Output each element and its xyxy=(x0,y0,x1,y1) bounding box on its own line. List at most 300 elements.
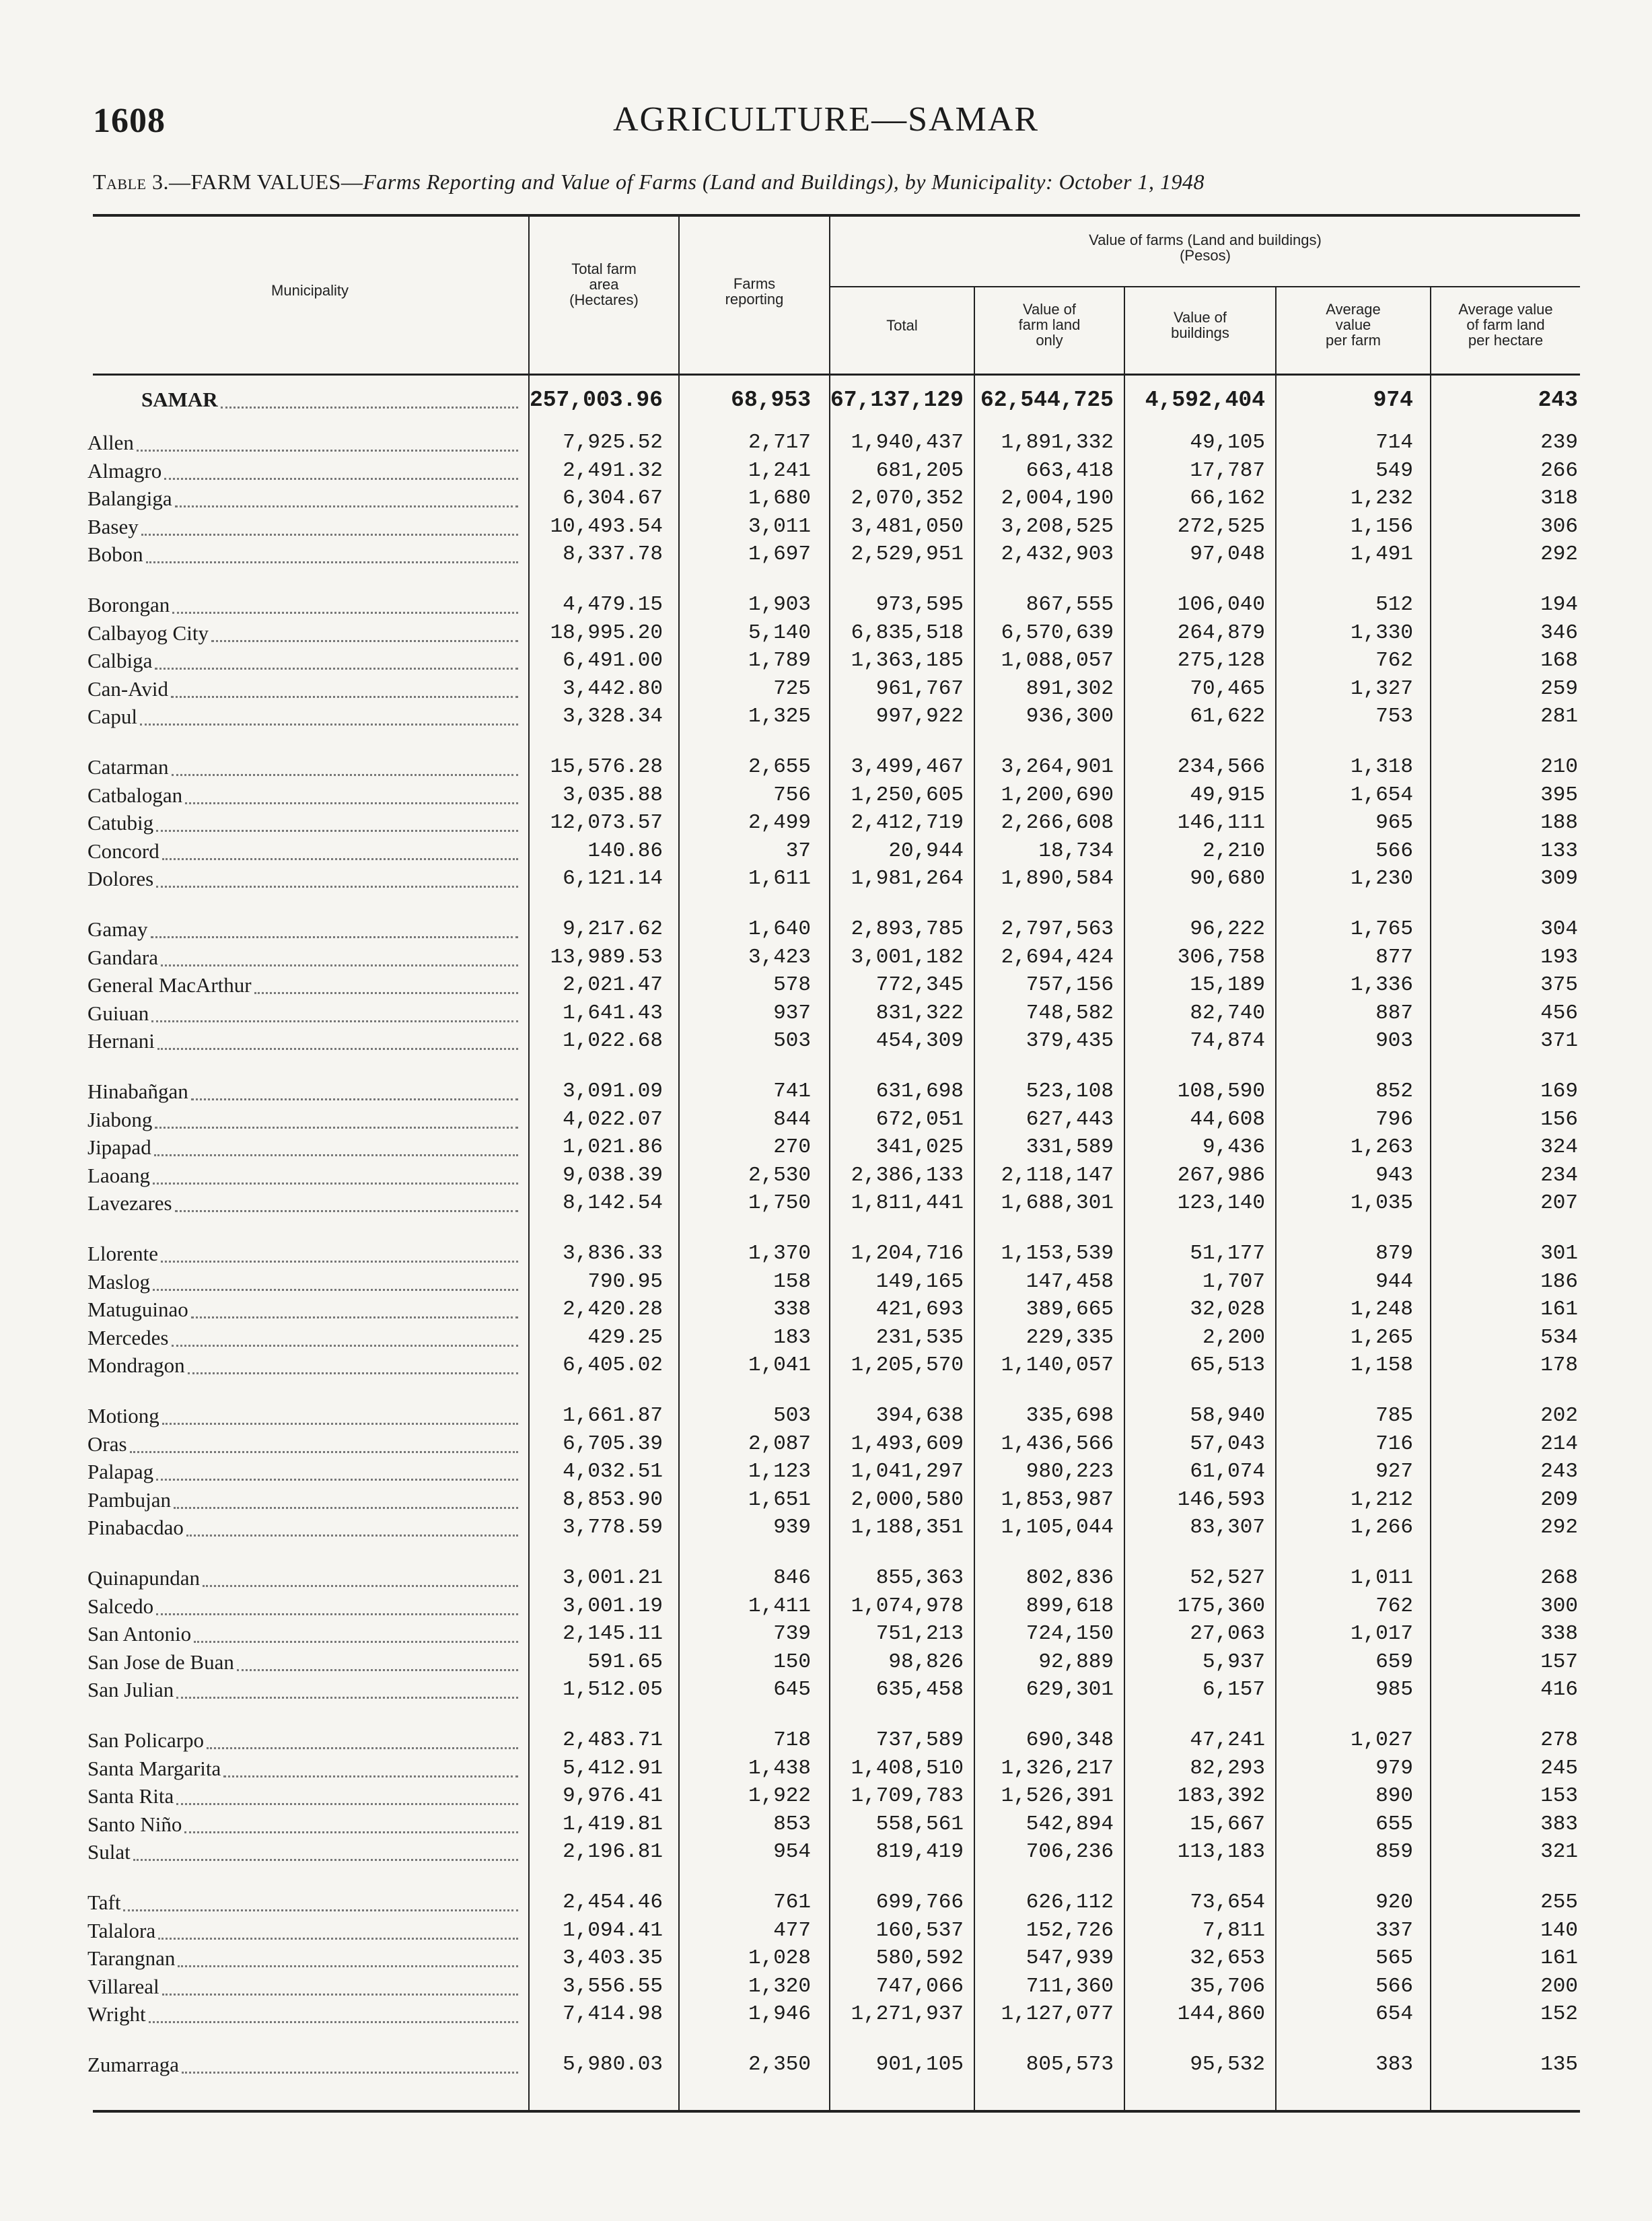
cell-municipality: Tarangnan xyxy=(87,1946,176,1970)
cell-total-area: 12,073.57 xyxy=(550,811,663,835)
cell-avg-per-farm: 655 xyxy=(1375,1812,1413,1836)
header-total-area xyxy=(530,261,678,308)
cell-land-value: 757,156 xyxy=(1026,973,1114,997)
cell-total-value: 635,458 xyxy=(875,1678,964,1701)
cell-building-value: 264,879 xyxy=(1177,621,1265,645)
cell-avg-per-hectare: 169 xyxy=(1540,1080,1578,1103)
value-group-rule xyxy=(829,286,1580,287)
cell-land-value: 152,726 xyxy=(1026,1919,1114,1942)
table-label: Table 3. xyxy=(93,170,169,194)
cell-land-value: 2,118,147 xyxy=(1001,1164,1114,1187)
table-row xyxy=(0,1488,1652,1515)
header-avg-per-farm-line: per farm xyxy=(1326,332,1381,349)
cell-municipality: San Julian xyxy=(87,1678,174,1701)
dot-leader xyxy=(123,1909,518,1911)
cell-farms-reporting: 1,241 xyxy=(748,459,811,483)
cell-avg-per-farm: 1,232 xyxy=(1350,487,1413,510)
cell-avg-per-hectare: 266 xyxy=(1540,459,1578,483)
table-row xyxy=(0,839,1652,866)
cell-land-value: 1,890,584 xyxy=(1001,867,1114,890)
cell-farms-reporting: 1,946 xyxy=(748,2002,811,2026)
cell-building-value: 97,048 xyxy=(1190,542,1265,566)
dot-leader xyxy=(164,478,518,480)
cell-total-area: 9,038.39 xyxy=(563,1164,663,1187)
cell-avg-per-hectare: 209 xyxy=(1540,1488,1578,1512)
cell-avg-per-hectare: 306 xyxy=(1540,515,1578,538)
table-row xyxy=(0,2002,1652,2029)
cell-total-value: 1,271,937 xyxy=(851,2002,964,2026)
table-row xyxy=(0,459,1652,486)
cell-farms-reporting: 158 xyxy=(773,1270,811,1294)
cell-avg-per-hectare: 338 xyxy=(1540,1622,1578,1646)
cell-total-value: 747,066 xyxy=(875,1975,964,1998)
cell-municipality: Taft xyxy=(87,1891,121,1914)
header-value-group-line: Value of farms (Land and buildings) xyxy=(1089,232,1322,248)
dot-leader xyxy=(175,1210,518,1212)
cell-municipality: Palapag xyxy=(87,1460,154,1483)
dot-leader xyxy=(149,2021,518,2023)
cell-land-value: 1,088,057 xyxy=(1001,649,1114,672)
cell-total-area: 3,556.55 xyxy=(563,1975,663,1998)
cell-building-value: 27,063 xyxy=(1190,1622,1265,1646)
dot-leader xyxy=(156,1479,518,1481)
cell-farms-reporting: 1,680 xyxy=(748,487,811,510)
cell-land-value: 3,208,525 xyxy=(1001,515,1114,538)
cell-avg-per-farm: 852 xyxy=(1375,1080,1413,1103)
cell-avg-per-hectare: 133 xyxy=(1540,839,1578,863)
cell-avg-per-farm: 566 xyxy=(1375,839,1413,863)
cell-land-value: 1,140,057 xyxy=(1001,1353,1114,1377)
cell-total-area: 8,853.90 xyxy=(563,1488,663,1512)
header-farms-reporting-line: reporting xyxy=(725,291,784,308)
table-row xyxy=(0,1029,1652,1056)
cell-farms-reporting: 2,087 xyxy=(748,1432,811,1456)
cell-building-value: 2,200 xyxy=(1202,1326,1265,1349)
header-municipality: Municipality xyxy=(271,282,349,299)
table-row xyxy=(0,1812,1652,1839)
cell-total-value: 1,041,297 xyxy=(851,1460,964,1483)
cell-farms-reporting: 937 xyxy=(773,1001,811,1025)
cell-avg-per-farm: 716 xyxy=(1375,1432,1413,1456)
cell-avg-per-farm: 1,491 xyxy=(1350,542,1413,566)
cell-total-area: 1,641.43 xyxy=(563,1001,663,1025)
cell-farms-reporting: 68,953 xyxy=(731,388,811,413)
dot-leader xyxy=(133,1859,518,1861)
dot-leader xyxy=(140,724,518,726)
cell-total-area: 6,405.02 xyxy=(563,1353,663,1377)
table-row xyxy=(0,621,1652,648)
cell-municipality: Hinabañgan xyxy=(87,1080,188,1103)
cell-total-value: 1,363,185 xyxy=(851,649,964,672)
cell-municipality: Sulat xyxy=(87,1840,131,1864)
dot-leader xyxy=(153,1183,518,1185)
cell-avg-per-hectare: 135 xyxy=(1540,2053,1578,2076)
cell-total-value: 681,205 xyxy=(875,459,964,483)
header-buildings-line: buildings xyxy=(1171,324,1229,341)
page-number: 1608 xyxy=(93,102,166,140)
cell-building-value: 113,183 xyxy=(1177,1840,1265,1864)
cell-total-value: 672,051 xyxy=(875,1108,964,1131)
cell-municipality: Can-Avid xyxy=(87,677,168,701)
dot-leader xyxy=(151,936,518,938)
header-top-rule xyxy=(93,214,1580,217)
cell-total-area: 2,196.81 xyxy=(563,1840,663,1864)
cell-municipality: Santo Niño xyxy=(87,1812,182,1836)
cell-municipality: Jipapad xyxy=(87,1135,151,1159)
cell-total-area: 1,512.05 xyxy=(563,1678,663,1701)
cell-avg-per-hectare: 243 xyxy=(1538,388,1578,413)
cell-land-value: 1,153,539 xyxy=(1001,1242,1114,1265)
cell-building-value: 146,593 xyxy=(1177,1488,1265,1512)
dot-leader xyxy=(156,830,518,832)
cell-municipality: Allen xyxy=(87,431,134,454)
cell-municipality: Concord xyxy=(87,839,159,863)
cell-total-value: 2,893,785 xyxy=(851,917,964,941)
cell-building-value: 74,874 xyxy=(1190,1029,1265,1053)
cell-total-value: 20,944 xyxy=(888,839,964,863)
cell-farms-reporting: 270 xyxy=(773,1135,811,1159)
cell-avg-per-hectare: 383 xyxy=(1540,1812,1578,1836)
cell-avg-per-hectare: 268 xyxy=(1540,1566,1578,1590)
cell-farms-reporting: 1,123 xyxy=(748,1460,811,1483)
header-total-area-line: Total farm xyxy=(571,260,637,277)
dot-leader xyxy=(191,1098,518,1100)
cell-building-value: 83,307 xyxy=(1190,1516,1265,1539)
cell-land-value: 706,236 xyxy=(1026,1840,1114,1864)
cell-total-area: 6,491.00 xyxy=(563,649,663,672)
cell-avg-per-farm: 654 xyxy=(1375,2002,1413,2026)
dot-leader xyxy=(146,561,518,563)
cell-total-area: 1,419.81 xyxy=(563,1812,663,1836)
cell-municipality: Jiabong xyxy=(87,1108,153,1131)
cell-avg-per-farm: 1,318 xyxy=(1350,755,1413,779)
cell-municipality: Calbiga xyxy=(87,649,153,672)
cell-land-value: 1,200,690 xyxy=(1001,783,1114,807)
cell-municipality: Bobon xyxy=(87,542,143,566)
cell-avg-per-hectare: 304 xyxy=(1540,917,1578,941)
cell-avg-per-hectare: 200 xyxy=(1540,1975,1578,1998)
cell-municipality: Motiong xyxy=(87,1404,159,1427)
cell-total-area: 3,836.33 xyxy=(563,1242,663,1265)
cell-total-area: 7,414.98 xyxy=(563,2002,663,2026)
dot-leader xyxy=(162,858,518,860)
cell-avg-per-hectare: 416 xyxy=(1540,1678,1578,1701)
dot-leader xyxy=(194,1641,518,1643)
cell-avg-per-hectare: 301 xyxy=(1540,1242,1578,1265)
cell-avg-per-hectare: 255 xyxy=(1540,1891,1578,1914)
cell-total-value: 751,213 xyxy=(875,1622,964,1646)
cell-building-value: 275,128 xyxy=(1177,649,1265,672)
dot-leader xyxy=(176,1697,518,1699)
cell-total-value: 67,137,129 xyxy=(830,388,964,413)
dot-leader xyxy=(130,1451,518,1453)
cell-total-area: 1,661.87 xyxy=(563,1404,663,1427)
dot-leader xyxy=(185,802,518,804)
cell-building-value: 49,915 xyxy=(1190,783,1265,807)
cell-avg-per-hectare: 245 xyxy=(1540,1757,1578,1780)
cell-farms-reporting: 1,041 xyxy=(748,1353,811,1377)
cell-total-area: 2,483.71 xyxy=(563,1728,663,1752)
cell-avg-per-farm: 1,017 xyxy=(1350,1622,1413,1646)
dot-leader xyxy=(161,964,518,966)
cell-land-value: 1,436,566 xyxy=(1001,1432,1114,1456)
cell-total-area: 9,976.41 xyxy=(563,1784,663,1808)
cell-farms-reporting: 150 xyxy=(773,1650,811,1674)
cell-avg-per-farm: 985 xyxy=(1375,1678,1413,1701)
header-farms-reporting-line: Farms xyxy=(733,275,776,292)
table-row xyxy=(0,1891,1652,1917)
cell-avg-per-hectare: 239 xyxy=(1540,431,1578,454)
cell-municipality: Dolores xyxy=(87,867,154,890)
cell-building-value: 32,653 xyxy=(1190,1946,1265,1970)
header-buildings-line: Value of xyxy=(1173,309,1227,326)
cell-avg-per-farm: 762 xyxy=(1375,649,1413,672)
cell-farms-reporting: 1,370 xyxy=(748,1242,811,1265)
table-row xyxy=(0,515,1652,542)
cell-avg-per-hectare: 278 xyxy=(1540,1728,1578,1752)
cell-land-value: 899,618 xyxy=(1026,1594,1114,1618)
dot-leader xyxy=(172,774,518,776)
table-row xyxy=(0,1353,1652,1380)
total-row xyxy=(0,388,1652,415)
table-row xyxy=(0,1678,1652,1705)
cell-total-value: 421,693 xyxy=(875,1298,964,1321)
cell-farms-reporting: 2,350 xyxy=(748,2053,811,2076)
cell-municipality: Santa Margarita xyxy=(87,1757,221,1780)
cell-total-area: 4,022.07 xyxy=(563,1108,663,1131)
cell-avg-per-hectare: 194 xyxy=(1540,593,1578,616)
header-value-group-line: (Pesos) xyxy=(1180,247,1231,264)
cell-total-value: 973,595 xyxy=(875,593,964,616)
cell-building-value: 9,436 xyxy=(1202,1135,1265,1159)
cell-land-value: 805,573 xyxy=(1026,2053,1114,2076)
cell-total-value: 1,408,510 xyxy=(851,1757,964,1780)
cell-total-area: 9,217.62 xyxy=(563,917,663,941)
cell-farms-reporting: 503 xyxy=(773,1029,811,1053)
header-avg-per-hectare-line: Average value xyxy=(1458,301,1553,318)
cell-municipality: Oras xyxy=(87,1432,127,1456)
cell-total-area: 1,021.86 xyxy=(563,1135,663,1159)
cell-total-area: 3,778.59 xyxy=(563,1516,663,1539)
header-avg-per-farm-line: value xyxy=(1335,316,1371,333)
cell-municipality: Talalora xyxy=(87,1919,156,1942)
table-row xyxy=(0,1191,1652,1218)
cell-avg-per-hectare: 371 xyxy=(1540,1029,1578,1053)
header-total-area-line: area xyxy=(589,276,619,293)
cell-building-value: 272,525 xyxy=(1177,515,1265,538)
cell-total-value: 1,204,716 xyxy=(851,1242,964,1265)
cell-avg-per-hectare: 456 xyxy=(1540,1001,1578,1025)
cell-avg-per-hectare: 152 xyxy=(1540,2002,1578,2026)
cell-total-value: 1,074,978 xyxy=(851,1594,964,1618)
cell-building-value: 306,758 xyxy=(1177,946,1265,969)
cell-building-value: 1,707 xyxy=(1202,1270,1265,1294)
cell-farms-reporting: 645 xyxy=(773,1678,811,1701)
cell-total-value: 961,767 xyxy=(875,677,964,701)
cell-land-value: 690,348 xyxy=(1026,1728,1114,1752)
cell-farms-reporting: 761 xyxy=(773,1891,811,1914)
cell-avg-per-farm: 920 xyxy=(1375,1891,1413,1914)
table-row xyxy=(0,1460,1652,1487)
cell-building-value: 175,360 xyxy=(1177,1594,1265,1618)
cell-land-value: 92,889 xyxy=(1038,1650,1114,1674)
cell-total-value: 1,811,441 xyxy=(851,1191,964,1215)
cell-total-area: 3,001.19 xyxy=(563,1594,663,1618)
cell-building-value: 51,177 xyxy=(1190,1242,1265,1265)
cell-land-value: 379,435 xyxy=(1026,1029,1114,1053)
cell-avg-per-hectare: 534 xyxy=(1540,1326,1578,1349)
cell-total-value: 394,638 xyxy=(875,1404,964,1427)
table-row xyxy=(0,917,1652,944)
cell-total-area: 4,479.15 xyxy=(563,593,663,616)
dot-leader xyxy=(211,640,518,642)
table-row xyxy=(0,1516,1652,1543)
cell-farms-reporting: 1,438 xyxy=(748,1757,811,1780)
cell-municipality: Matuguinao xyxy=(87,1298,188,1321)
cell-avg-per-farm: 566 xyxy=(1375,1975,1413,1998)
cell-farms-reporting: 1,922 xyxy=(748,1784,811,1808)
cell-building-value: 90,680 xyxy=(1190,867,1265,890)
cell-land-value: 523,108 xyxy=(1026,1080,1114,1103)
cell-land-value: 2,266,608 xyxy=(1001,811,1114,835)
cell-total-area: 4,032.51 xyxy=(563,1460,663,1483)
cell-avg-per-farm: 1,156 xyxy=(1350,515,1413,538)
cell-building-value: 6,157 xyxy=(1202,1678,1265,1701)
cell-total-area: 3,442.80 xyxy=(563,677,663,701)
cell-avg-per-farm: 1,336 xyxy=(1350,973,1413,997)
cell-total-area: 2,021.47 xyxy=(563,973,663,997)
header-land-only-line: farm land xyxy=(1018,316,1081,333)
cell-avg-per-hectare: 168 xyxy=(1540,649,1578,672)
cell-total-value: 2,412,719 xyxy=(851,811,964,835)
cell-farms-reporting: 2,717 xyxy=(748,431,811,454)
cell-total-area: 591.65 xyxy=(587,1650,663,1674)
cell-avg-per-farm: 887 xyxy=(1375,1001,1413,1025)
cell-farms-reporting: 844 xyxy=(773,1108,811,1131)
cell-building-value: 82,293 xyxy=(1190,1757,1265,1780)
dot-leader xyxy=(207,1747,518,1749)
cell-farms-reporting: 183 xyxy=(773,1326,811,1349)
cell-land-value: 626,112 xyxy=(1026,1891,1114,1914)
header-bottom-rule xyxy=(93,374,1580,376)
cell-land-value: 1,688,301 xyxy=(1001,1191,1114,1215)
cell-avg-per-farm: 1,027 xyxy=(1350,1728,1413,1752)
cell-avg-per-hectare: 153 xyxy=(1540,1784,1578,1808)
cell-building-value: 144,860 xyxy=(1177,2002,1265,2026)
cell-total-value: 737,589 xyxy=(875,1728,964,1752)
cell-farms-reporting: 1,651 xyxy=(748,1488,811,1512)
cell-avg-per-hectare: 214 xyxy=(1540,1432,1578,1456)
cell-total-area: 429.25 xyxy=(587,1326,663,1349)
header-avg-per-hectare xyxy=(1431,302,1580,348)
cell-building-value: 183,392 xyxy=(1177,1784,1265,1808)
cell-building-value: 96,222 xyxy=(1190,917,1265,941)
dot-leader xyxy=(178,1965,518,1967)
cell-municipality: Calbayog City xyxy=(87,621,209,645)
cell-total-area: 18,995.20 xyxy=(550,621,663,645)
cell-municipality: Guiuan xyxy=(87,1001,149,1025)
cell-avg-per-farm: 965 xyxy=(1375,811,1413,835)
cell-avg-per-farm: 1,230 xyxy=(1350,867,1413,890)
cell-building-value: 65,513 xyxy=(1190,1353,1265,1377)
cell-total-value: 1,493,609 xyxy=(851,1432,964,1456)
dot-leader xyxy=(221,407,518,409)
cell-municipality: Llorente xyxy=(87,1242,159,1265)
cell-avg-per-farm: 565 xyxy=(1375,1946,1413,1970)
cell-avg-per-hectare: 186 xyxy=(1540,1270,1578,1294)
cell-municipality: San Antonio xyxy=(87,1622,192,1646)
cell-farms-reporting: 718 xyxy=(773,1728,811,1752)
cell-municipality: General MacArthur xyxy=(87,973,252,997)
cell-avg-per-hectare: 375 xyxy=(1540,973,1578,997)
cell-total-value: 1,205,570 xyxy=(851,1353,964,1377)
cell-municipality: San Policarpo xyxy=(87,1728,205,1752)
cell-avg-per-farm: 1,765 xyxy=(1350,917,1413,941)
cell-total-area: 8,142.54 xyxy=(563,1191,663,1215)
dot-leader xyxy=(137,450,518,452)
cell-total-value: 1,250,605 xyxy=(851,783,964,807)
cell-avg-per-farm: 549 xyxy=(1375,459,1413,483)
cell-land-value: 18,734 xyxy=(1038,839,1114,863)
cell-avg-per-hectare: 210 xyxy=(1540,755,1578,779)
table-row xyxy=(0,1622,1652,1649)
cell-building-value: 267,986 xyxy=(1177,1164,1265,1187)
cell-land-value: 62,544,725 xyxy=(980,388,1114,413)
cell-avg-per-farm: 1,035 xyxy=(1350,1191,1413,1215)
cell-total-area: 1,094.41 xyxy=(563,1919,663,1942)
header-farms-reporting xyxy=(680,276,829,307)
cell-total-value: 901,105 xyxy=(875,2053,964,2076)
cell-municipality: Laoang xyxy=(87,1164,150,1187)
cell-land-value: 2,004,190 xyxy=(1001,487,1114,510)
cell-total-value: 454,309 xyxy=(875,1029,964,1053)
table-row xyxy=(0,1164,1652,1191)
cell-farms-reporting: 1,611 xyxy=(748,867,811,890)
cell-building-value: 123,140 xyxy=(1177,1191,1265,1215)
cell-land-value: 1,105,044 xyxy=(1001,1516,1114,1539)
dot-leader xyxy=(191,1316,518,1318)
cell-total-value: 341,025 xyxy=(875,1135,964,1159)
dot-leader xyxy=(176,1803,518,1805)
cell-avg-per-farm: 890 xyxy=(1375,1784,1413,1808)
dot-leader xyxy=(162,1423,518,1425)
cell-avg-per-farm: 859 xyxy=(1375,1840,1413,1864)
cell-avg-per-hectare: 243 xyxy=(1540,1460,1578,1483)
cell-farms-reporting: 846 xyxy=(773,1566,811,1590)
cell-total-value: 699,766 xyxy=(875,1891,964,1914)
cell-land-value: 802,836 xyxy=(1026,1566,1114,1590)
cell-building-value: 73,654 xyxy=(1190,1891,1265,1914)
cell-farms-reporting: 853 xyxy=(773,1812,811,1836)
cell-total-area: 3,328.34 xyxy=(563,705,663,728)
cell-farms-reporting: 2,530 xyxy=(748,1164,811,1187)
cell-land-value: 936,300 xyxy=(1026,705,1114,728)
cell-total-value: 6,835,518 xyxy=(851,621,964,645)
cell-land-value: 1,326,217 xyxy=(1001,1757,1114,1780)
cell-farms-reporting: 1,903 xyxy=(748,593,811,616)
cell-avg-per-hectare: 292 xyxy=(1540,1516,1578,1539)
cell-municipality: Pinabacdao xyxy=(87,1516,184,1539)
cell-municipality: Catubig xyxy=(87,811,154,835)
cell-avg-per-farm: 753 xyxy=(1375,705,1413,728)
cell-avg-per-hectare: 140 xyxy=(1540,1919,1578,1942)
cell-total-value: 1,188,351 xyxy=(851,1516,964,1539)
cell-municipality: Mercedes xyxy=(87,1326,169,1349)
cell-farms-reporting: 3,011 xyxy=(748,515,811,538)
table-row xyxy=(0,755,1652,782)
dot-leader xyxy=(141,534,518,536)
cell-avg-per-hectare: 324 xyxy=(1540,1135,1578,1159)
